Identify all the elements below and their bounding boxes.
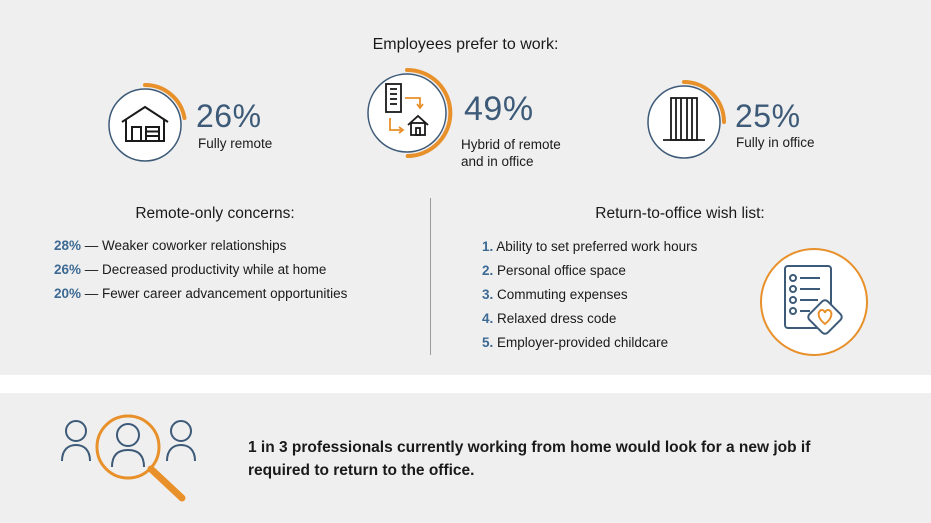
- wish-text: Ability to set preferred work hours: [496, 239, 698, 254]
- wish-text: Commuting expenses: [497, 287, 628, 302]
- stat-label: Fully remote: [198, 136, 273, 151]
- wish-item: [482, 287, 628, 302]
- stat-value: 25%: [735, 98, 801, 134]
- ring-hybrid: [362, 62, 462, 162]
- headline: Employees prefer to work:: [372, 36, 559, 53]
- wish-text: Relaxed dress code: [497, 311, 617, 326]
- concern-percent: 20%: [54, 286, 82, 301]
- concern-item: [54, 286, 347, 301]
- wish-number: 4.: [482, 311, 494, 326]
- stat-value: 49%: [464, 90, 534, 128]
- concern-text: — Weaker coworker relationships: [84, 238, 287, 253]
- ring-fully-remote: [102, 75, 197, 170]
- wish-number: 5.: [482, 335, 494, 350]
- concerns-title: Remote-only concerns:: [135, 205, 295, 222]
- wish-number: 2.: [482, 263, 494, 278]
- concern-percent: 26%: [54, 262, 82, 277]
- concern-text: — Decreased productivity while at home: [84, 262, 327, 277]
- ring-fully-in-office: [641, 72, 736, 167]
- wish-item: [482, 263, 626, 278]
- concern-item: [54, 262, 326, 277]
- column-divider: [430, 198, 431, 355]
- footer-statistic: [248, 436, 888, 482]
- checklist-heart-icon: [758, 246, 870, 358]
- wish-item: [482, 335, 668, 350]
- concern-text: — Fewer career advancement opportunities: [84, 286, 348, 301]
- stat-label-line: Hybrid of remote: [461, 137, 561, 152]
- concern-item: [54, 238, 286, 253]
- wish-text: Personal office space: [497, 263, 626, 278]
- wish-number: 1.: [482, 239, 494, 254]
- wish-item: [482, 239, 697, 254]
- wish-number: 3.: [482, 287, 494, 302]
- stat-value: 26%: [196, 98, 262, 134]
- footer-line: required to return to the office.: [248, 462, 475, 479]
- people-search-icon: [56, 404, 206, 506]
- concern-percent: 28%: [54, 238, 82, 253]
- footer-line: 1 in 3 professionals currently working from home would look for a new job if: [248, 439, 811, 456]
- wishlist-title: Return-to-office wish list:: [595, 205, 765, 222]
- stat-label: [461, 136, 561, 170]
- wish-text: Employer-provided childcare: [497, 335, 669, 350]
- stat-label-line: and in office: [461, 154, 534, 169]
- wish-item: [482, 311, 616, 326]
- stat-label: Fully in office: [736, 135, 815, 150]
